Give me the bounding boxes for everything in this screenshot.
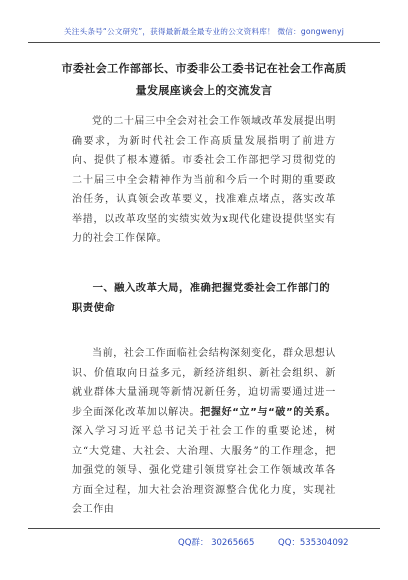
paragraph-2-text-b: 深入学习习近平总书记关于社会工作的重要论述，树立“大党建、大社会、大治理、大服务”的工作理念，把加强党的领导、强化党建引领贯穿社会工作领域改革各方面全过程，加大社会治理资源整合优化力度，实现社会工作由 (72, 426, 336, 515)
footer-qq-group: QQ群： 30265665 (178, 538, 255, 548)
paragraph-2-bold-phrase: 把握好“立”与“破”的关系。 (200, 406, 336, 418)
paragraph-2-text-a: 当前，社会工作面临社会结构深刻变化，群众思想认识、价值取向日益多元，新经济组织、新社会组织、新就业群体大量涌现等新情况新任务，迫切需要通过进一步全面深化改革加以解决。 (72, 348, 336, 418)
header-text: 关注头条号“公文研究”，获得最新最全最专业的公文资料库！ 微信：gongwenyj (63, 27, 345, 36)
page-footer (28, 528, 380, 551)
body-paragraph-2 (72, 344, 336, 520)
body-paragraph-1: 党的二十届三中全会对社会工作领域改革发展提出明确要求，为新时代社会工作高质量发展指明了前进方向、提供了根本遵循。市委社会工作部把学习贯彻党的二十届三中全会精神作为当前和今后一个时期的重要政治任务，认真领会改革要义，找准难点堵点，落实改革举措，以改革攻坚的实绩实效为x现代化建设提供坚实有力的社会工作保障。 (72, 116, 336, 244)
page-header (28, 24, 380, 43)
document-title: 市委社会工作部部长、市委非公工委书记在社会工作高质量发展座谈会上的交流发言 (61, 62, 347, 97)
section-heading-1: 一、融入改革大局，准确把握党委社会工作部门的职责使命 (72, 282, 331, 314)
footer-qq-number: QQ：535304092 (278, 538, 349, 548)
